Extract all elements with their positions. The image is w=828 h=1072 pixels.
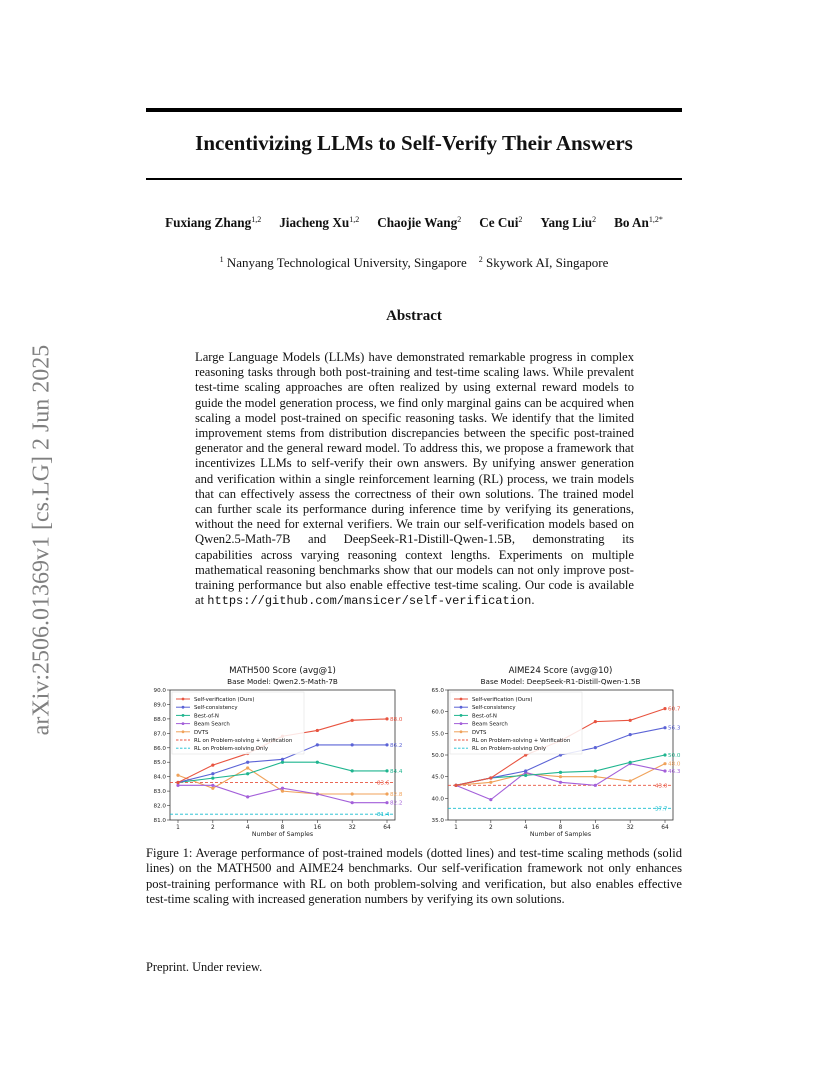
legend-label: Self-verification (Ours) bbox=[194, 697, 255, 703]
x-tick-label: 32 bbox=[626, 825, 634, 831]
legend-label: Beam Search bbox=[194, 721, 230, 728]
end-value-label: 46.3 bbox=[668, 769, 681, 776]
y-tick-label: 65.0 bbox=[431, 688, 444, 694]
x-tick-label: 64 bbox=[383, 825, 391, 831]
author-list bbox=[146, 215, 682, 231]
legend-label: Beam Search bbox=[472, 721, 508, 728]
x-tick-label: 8 bbox=[558, 825, 563, 831]
end-value-label: 84.4 bbox=[390, 768, 403, 775]
data-point bbox=[351, 719, 354, 722]
data-point bbox=[663, 753, 666, 756]
top-rule bbox=[146, 108, 682, 112]
y-tick-label: 81.0 bbox=[153, 818, 166, 824]
author-affiliation-mark: 2 bbox=[518, 215, 523, 224]
y-tick-label: 85.0 bbox=[153, 760, 166, 767]
legend-label: Self-consistency bbox=[472, 705, 516, 712]
legend-label: Best-of-N bbox=[194, 713, 219, 720]
y-tick-label: 55.0 bbox=[431, 731, 444, 738]
x-tick-label: 64 bbox=[661, 825, 669, 831]
legend-label: DVTS bbox=[194, 729, 209, 736]
data-point bbox=[594, 769, 597, 772]
data-point bbox=[316, 761, 319, 764]
data-point bbox=[663, 762, 666, 765]
end-value-label: 48.0 bbox=[668, 761, 681, 768]
affiliation-name: Skywork AI, Singapore bbox=[485, 255, 609, 270]
data-point bbox=[176, 784, 179, 787]
affiliation-mark: 2 bbox=[478, 255, 483, 264]
data-point bbox=[629, 733, 632, 736]
author-affiliation-mark: 2 bbox=[592, 215, 597, 224]
paper-title: Incentivizing LLMs to Self-Verify Their Answers bbox=[195, 131, 633, 155]
data-point bbox=[524, 774, 527, 777]
author-name: Jiacheng Xu bbox=[279, 215, 350, 230]
data-point bbox=[246, 772, 249, 775]
data-point bbox=[663, 769, 666, 772]
code-url[interactable]: https://github.com/mansicer/self-verification bbox=[207, 594, 532, 609]
end-value-label: 60.7 bbox=[668, 706, 681, 713]
data-point bbox=[246, 795, 249, 798]
data-point bbox=[281, 790, 284, 793]
data-point bbox=[211, 764, 214, 767]
data-point bbox=[385, 743, 388, 746]
series-line bbox=[178, 762, 387, 782]
math500-chart bbox=[143, 662, 407, 838]
y-tick-label: 87.0 bbox=[153, 731, 166, 738]
data-point bbox=[385, 801, 388, 804]
end-value-label: 43.0 bbox=[655, 783, 668, 790]
data-point bbox=[594, 720, 597, 723]
author-name: Bo An bbox=[614, 215, 649, 230]
legend-label: RL on Problem-solving Only bbox=[194, 746, 269, 753]
legend-marker bbox=[182, 722, 185, 725]
y-tick-label: 89.0 bbox=[153, 702, 166, 709]
data-point bbox=[351, 801, 354, 804]
end-value-label: 88.0 bbox=[390, 716, 403, 723]
affiliation bbox=[479, 255, 609, 270]
data-point bbox=[385, 769, 388, 772]
end-value-label: 81.4 bbox=[377, 812, 390, 819]
author bbox=[614, 215, 663, 230]
x-axis-label: Number of Samples bbox=[529, 831, 592, 838]
data-point bbox=[454, 784, 457, 787]
x-axis-label: Number of Samples bbox=[251, 831, 314, 838]
data-point bbox=[629, 779, 632, 782]
chart-title: AIME24 Score (avg@10) bbox=[508, 666, 613, 676]
abstract-heading: Abstract bbox=[386, 308, 442, 324]
data-point bbox=[351, 769, 354, 772]
figure-caption: Figure 1: Average performance of post-trained models (dotted lines) and test-time scaling methods (solid lines) on the MATH500 and AIME24 benchmarks. Our self-verification framework not only enhances post-training performance with RL on both problem-solving and verification, but also enables effective test-time scaling with increased generation numbers by verifying its own solutions. bbox=[146, 846, 682, 907]
x-tick-label: 1 bbox=[176, 825, 180, 831]
y-tick-label: 83.0 bbox=[153, 789, 166, 796]
data-point bbox=[316, 743, 319, 746]
data-point bbox=[246, 766, 249, 769]
legend-label: RL on Problem-solving + Verification bbox=[472, 738, 571, 744]
y-tick-label: 90.0 bbox=[153, 688, 166, 694]
chart-subtitle: Base Model: Qwen2.5-Math-7B bbox=[227, 677, 338, 686]
y-tick-label: 50.0 bbox=[431, 753, 444, 759]
legend-label: Best-of-N bbox=[472, 713, 497, 720]
legend-label: DVTS bbox=[472, 729, 487, 736]
end-value-label: 82.8 bbox=[390, 792, 403, 798]
affiliation-name: Nanyang Technological University, Singapore bbox=[226, 255, 467, 270]
end-value-label: 83.6 bbox=[377, 780, 390, 787]
end-value-label: 82.2 bbox=[390, 800, 403, 807]
data-point bbox=[594, 746, 597, 749]
end-value-label: 86.2 bbox=[390, 742, 403, 749]
author-affiliation-mark: 1,2 bbox=[349, 215, 360, 224]
x-tick-label: 2 bbox=[488, 825, 493, 831]
author bbox=[540, 215, 596, 230]
legend-marker bbox=[182, 698, 185, 701]
preprint-note: Preprint. Under review. bbox=[146, 960, 263, 974]
x-tick-label: 16 bbox=[313, 825, 322, 831]
data-point bbox=[594, 784, 597, 787]
y-tick-label: 86.0 bbox=[153, 745, 166, 752]
data-point bbox=[211, 777, 214, 780]
author-affiliation-mark: 1,2 bbox=[251, 215, 262, 224]
data-point bbox=[489, 798, 492, 801]
y-tick-label: 60.0 bbox=[431, 709, 444, 716]
legend-marker bbox=[460, 722, 463, 725]
chart-subtitle: Base Model: DeepSeek-R1-Distill-Qwen-1.5B bbox=[480, 677, 641, 686]
x-tick-label: 32 bbox=[348, 825, 356, 831]
data-point bbox=[281, 758, 284, 761]
data-point bbox=[559, 775, 562, 778]
author bbox=[377, 215, 461, 230]
arxiv-identifier: arXiv:2506.01369v1 [cs.LG] 2 Jun 2025 bbox=[28, 344, 55, 736]
data-point bbox=[211, 784, 214, 787]
legend-marker bbox=[182, 706, 185, 709]
legend-label: RL on Problem-solving + Verification bbox=[194, 738, 293, 744]
data-point bbox=[524, 769, 527, 772]
affiliation-mark: 1 bbox=[219, 255, 224, 264]
author-name: Yang Liu bbox=[540, 215, 593, 230]
y-tick-label: 82.0 bbox=[153, 803, 166, 810]
y-tick-label: 35.0 bbox=[431, 818, 444, 824]
data-point bbox=[211, 772, 214, 775]
data-point bbox=[176, 781, 179, 784]
data-point bbox=[489, 776, 492, 779]
legend-label: Self-verification (Ours) bbox=[472, 697, 533, 703]
author bbox=[279, 215, 359, 230]
legend-label: RL on Problem-solving Only bbox=[472, 746, 547, 753]
abstract-body bbox=[195, 350, 634, 609]
author bbox=[479, 215, 522, 230]
data-point bbox=[176, 774, 179, 777]
author-name: Chaojie Wang bbox=[377, 215, 458, 230]
data-point bbox=[246, 761, 249, 764]
legend bbox=[450, 692, 582, 754]
data-point bbox=[385, 792, 388, 795]
legend-marker bbox=[460, 730, 463, 733]
x-tick-label: 16 bbox=[591, 825, 600, 831]
legend-marker bbox=[460, 714, 463, 717]
title-bottom-rule bbox=[146, 178, 682, 180]
data-point bbox=[663, 726, 666, 729]
affiliation-list bbox=[146, 255, 682, 271]
y-tick-label: 45.0 bbox=[431, 774, 444, 781]
x-tick-label: 4 bbox=[523, 825, 528, 831]
data-point bbox=[316, 792, 319, 795]
legend-marker bbox=[460, 698, 463, 701]
legend bbox=[172, 692, 304, 754]
abstract-text: Large Language Models (LLMs) have demonstrated remarkable progress in complex reasoning tasks through both post-training and test-time scaling laws. While prevalent test-time scaling approaches are often realized by using external reward models to guide the model generation process, we find only marginal gains can be acquired when scaling a model post-trained on specific reasoning tasks. We identify that the limited improvement stems from distribution discrepancies between the specific post-trained generator and the general reward model. To address this, we propose a framework that incentivizes LLMs to self-verify their own answers. By unifying answer generation and verification within a single reinforcement learning (RL) process, we train models that can effectively assess the correctness of their own solutions. The trained model can further scale its performance during inference time by verifying its generations, without the need for external verifiers. We train our self-verification models based on Qwen2.5-Math-7B and DeepSeek-R1-Distill-Qwen-1.5B, demonstrating its capabilities across varying reasoning context lengths. Experiments on multiple mathematical reasoning benchmarks show that our models can not only improve post-training performance but also enable effective test-time scaling. Our code is available at bbox=[195, 350, 634, 608]
data-point bbox=[281, 761, 284, 764]
author-affiliation-mark: 2 bbox=[457, 215, 462, 224]
data-point bbox=[281, 787, 284, 790]
data-point bbox=[594, 775, 597, 778]
legend-marker bbox=[460, 706, 463, 709]
y-tick-label: 84.0 bbox=[153, 774, 166, 781]
legend-marker bbox=[182, 714, 185, 717]
data-point bbox=[351, 743, 354, 746]
y-tick-label: 40.0 bbox=[431, 796, 444, 803]
x-tick-label: 1 bbox=[454, 825, 458, 831]
end-value-label: 37.7 bbox=[655, 806, 668, 813]
data-point bbox=[316, 729, 319, 732]
data-point bbox=[629, 719, 632, 722]
data-point bbox=[211, 787, 214, 790]
legend-label: Self-consistency bbox=[194, 705, 238, 712]
author bbox=[165, 215, 261, 230]
x-tick-label: 2 bbox=[210, 825, 215, 831]
data-point bbox=[559, 781, 562, 784]
end-value-label: 56.3 bbox=[668, 725, 681, 732]
chart-title: MATH500 Score (avg@1) bbox=[229, 666, 336, 676]
author-name: Fuxiang Zhang bbox=[165, 215, 252, 230]
aime24-chart bbox=[421, 662, 685, 838]
data-point bbox=[559, 771, 562, 774]
author-affiliation-mark: 1,2* bbox=[648, 215, 663, 224]
data-point bbox=[385, 717, 388, 720]
end-value-label: 50.0 bbox=[668, 753, 681, 759]
data-point bbox=[663, 707, 666, 710]
x-tick-label: 4 bbox=[245, 825, 250, 831]
y-tick-label: 88.0 bbox=[153, 716, 166, 723]
data-point bbox=[351, 792, 354, 795]
data-point bbox=[489, 781, 492, 784]
x-tick-label: 8 bbox=[280, 825, 285, 831]
affiliation bbox=[220, 255, 467, 270]
abstract-end: . bbox=[531, 593, 535, 608]
author-name: Ce Cui bbox=[479, 215, 519, 230]
legend-marker bbox=[182, 730, 185, 733]
data-point bbox=[629, 761, 632, 764]
